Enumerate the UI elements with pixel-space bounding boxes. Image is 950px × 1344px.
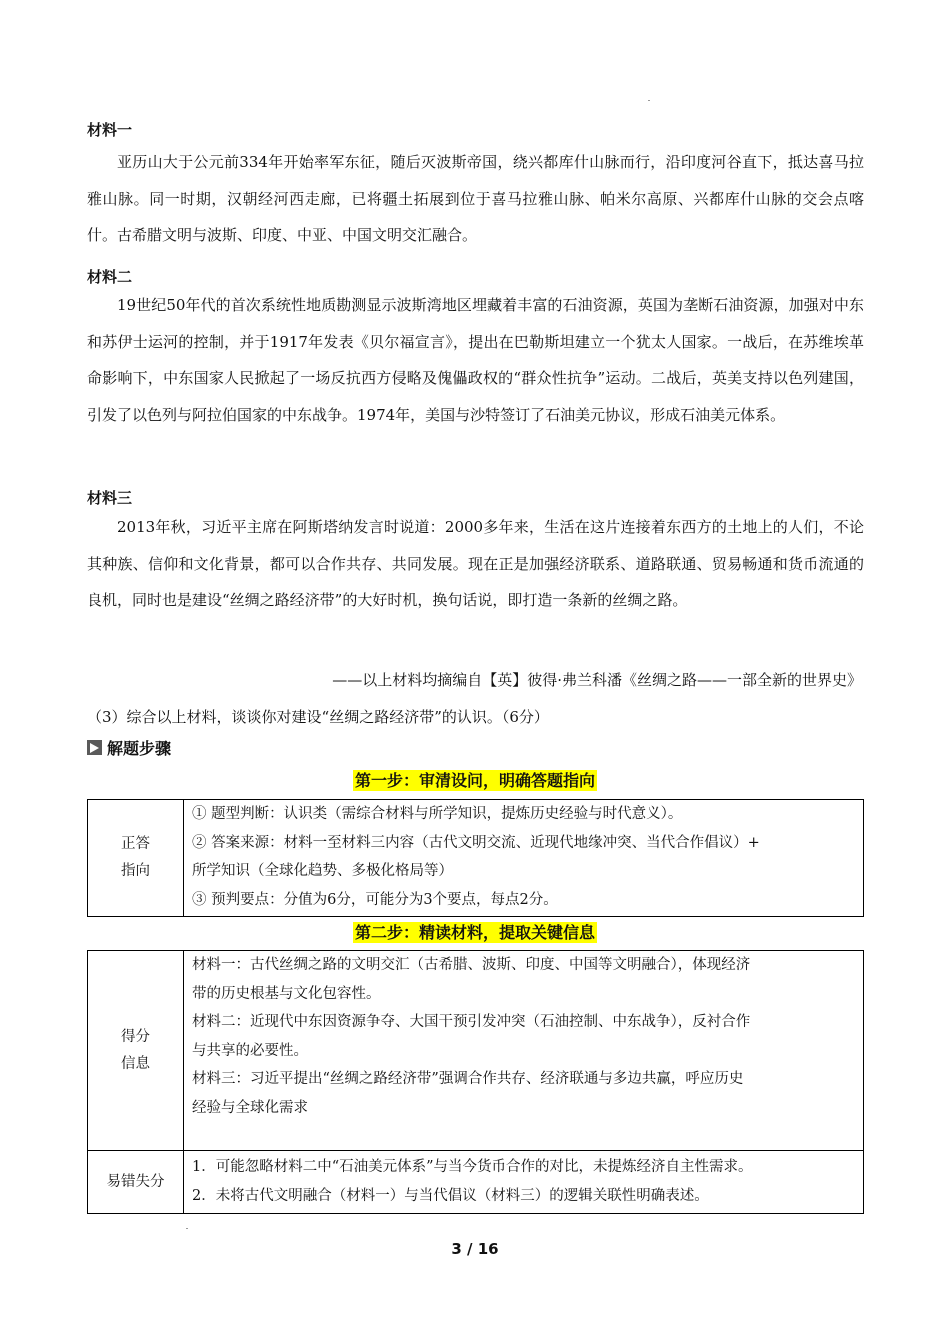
error-label: 易错失分 <box>106 1173 165 1190</box>
error-line: 2．未将古代文明融合（材料一）与当代倡议（材料三）的逻辑关联性明确表述。 <box>192 1188 709 1204</box>
steps-title <box>87 736 171 759</box>
step1-label-line: 正答 <box>121 836 150 852</box>
material1-heading: 材料一 <box>87 121 133 139</box>
material2-heading: 材料二 <box>87 268 133 286</box>
material3-heading: 材料三 <box>87 489 133 507</box>
step1-line: ① 题型判断：认识类（需综合材料与所学知识，提炼历史经验与时代意义）。 <box>192 806 683 822</box>
step2-line: 带的历史根基与文化包容性。 <box>192 985 381 1002</box>
step1-content-cell <box>184 800 864 917</box>
step2-title-text: 第二步：精读材料，提取关键信息 <box>354 923 595 942</box>
material1-text: 亚历山大于公元前334年开始率军东征，随后灭波斯帝国，绕兴都库什山脉而行，沿印度河谷直下，抵达喜马拉雅山脉。同一时期，汉朝经河西走廊，已将疆土拓展到位于喜马拉雅山脉、帕米尔高原、兴都库什山脉的交会点喀什。古希腊文明与波斯、印度、中亚、中国文明交汇融合。 <box>87 153 864 244</box>
table-row <box>88 800 864 917</box>
steps-title-label: 解题步骤 <box>107 739 172 758</box>
material3-text: 2013年秋，习近平主席在阿斯塔纳发言时说道：2000多年来，生活在这片连接着东西方的土地上的人们，不论其种族、信仰和文化背景，都可以合作共存、共同发展。现在正是加强经济联系、道路联通、贸易畅通和货币流通的良机，同时也是建设“丝绸之路经济带”的大好时机，换句话说，即打造一条新的丝绸之路。 <box>87 518 864 609</box>
material2-text: 19世纪50年代的首次系统性地质勘测显示波斯湾地区埋藏着丰富的石油资源，英国为垄断石油资源，加强对中东和苏伊士运河的控制，并于1917年发表《贝尔福宣言》，提出在巴勒斯坦建立一个犹太人国家。一战后，在苏维埃革命影响下，中东国家人民掀起了一场反抗西方侵略及傀儡政权的“群众性抗争”运动。二战后，英美支持以色列建国，引发了以色列与阿拉伯国家的中东战争。1974年，美国与沙特签订了石油美元协议，形成石油美元体系。 <box>87 296 864 424</box>
step1-title-text: 第一步：审清设问，明确答题指向 <box>354 771 595 790</box>
step2-content-cell <box>184 951 864 1151</box>
step2-line: 材料一：古代丝绸之路的文明交汇（古希腊、波斯、印度、中国等文明融合），体现经济 <box>192 957 751 973</box>
error-content-cell <box>184 1151 864 1214</box>
step2-label-line: 得分 <box>121 1028 150 1045</box>
step1-table <box>87 799 864 917</box>
step1-label-line: 指向 <box>121 863 150 879</box>
step2-label-cell <box>88 951 184 1151</box>
step2-label-line: 信息 <box>121 1055 150 1072</box>
step2-line: 与共享的必要性。 <box>192 1042 308 1059</box>
question-text: （3）综合以上材料，谈谈你对建设“丝绸之路经济带”的认识。（6分） <box>87 708 549 726</box>
step2-table <box>87 950 864 1214</box>
scan-mark <box>186 1228 188 1229</box>
table-row <box>88 951 864 1151</box>
step1-line: 所学知识（全球化趋势、多极化格局等） <box>192 863 453 879</box>
error-line: 1．可能忽略材料二中“石油美元体系”与当今货币合作的对比，未提炼经济自主性需求。 <box>192 1159 753 1175</box>
step2-line: 材料三：习近平提出“丝绸之路经济带”强调合作共存、经济联通与多边共赢，呼应历史 <box>192 1071 744 1087</box>
step2-line: 材料二：近现代中东因资源争夺、大国干预引发冲突（石油控制、中东战争），反衬合作 <box>192 1014 751 1030</box>
step1-label-cell <box>88 800 184 917</box>
step1-title <box>0 768 950 791</box>
step1-line: ② 答案来源：材料一至材料三内容（古代文明交流、近现代地缘冲突、当代合作倡议）+ <box>192 834 760 851</box>
play-icon <box>87 740 102 755</box>
source-citation: ——以上材料均摘编自【英】彼得·弗兰科潘《丝绸之路——一部全新的世界史》 <box>332 671 862 689</box>
table-row <box>88 1151 864 1214</box>
step2-line: 经验与全球化需求 <box>192 1099 308 1116</box>
scan-mark <box>648 100 650 101</box>
page-number: 3 / 16 <box>451 1240 499 1258</box>
step2-title <box>0 920 950 943</box>
error-label-cell <box>88 1151 184 1214</box>
step1-line: ③ 预判要点：分值为6分，可能分为3个要点，每点2分。 <box>192 891 558 908</box>
